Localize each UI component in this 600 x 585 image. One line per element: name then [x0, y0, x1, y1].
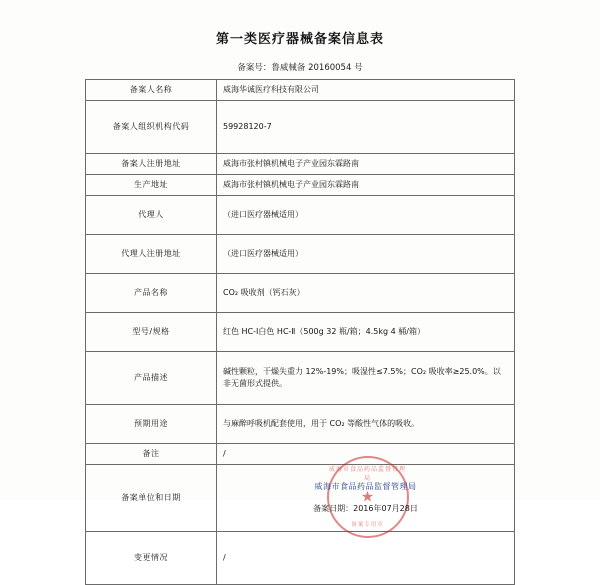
- table-row: [86, 101, 515, 154]
- table-row: [86, 154, 515, 175]
- table-row: [86, 274, 515, 313]
- official-seal-icon: [327, 456, 409, 538]
- row-label: 代理人注册地址: [86, 235, 217, 274]
- issuing-organization: 威海市食品药品监督管理局: [314, 482, 417, 491]
- row-label: 备案单位和日期: [86, 465, 217, 532]
- row-label: 备注: [86, 444, 217, 465]
- row-value: 威海市张村镇机械电子产业园东霖路南: [217, 175, 515, 196]
- table-row: [86, 235, 515, 274]
- date-day: 28: [399, 504, 410, 513]
- table-row-change: [86, 532, 515, 585]
- row-value: /: [217, 532, 515, 585]
- seal-star-icon: ★: [360, 487, 375, 506]
- row-label: 产品描述: [86, 352, 217, 405]
- row-label: 生产地址: [86, 175, 217, 196]
- page-title: 第一类医疗器械备案信息表: [215, 32, 384, 47]
- row-value: 59928120-7: [217, 101, 515, 154]
- row-label: 备案人注册地址: [86, 154, 217, 175]
- row-value: 碱性颗粒，干燥失重力 12%-19%；吸湿性≤7.5%；CO₂ 吸收率≥25.0%。以非无菌形式提供。: [217, 352, 515, 405]
- table-row: [86, 444, 515, 465]
- seal-bottom-text: 备案专用章: [351, 521, 384, 528]
- row-label: 备案人组织机构代码: [86, 101, 217, 154]
- table-row: [86, 405, 515, 444]
- record-number: 备案号：鲁威械备 20160054 号: [237, 63, 363, 73]
- row-value: （进口医疗器械适用）: [217, 196, 515, 235]
- seal-top-text: 威海市食品药品监督管理局: [328, 466, 406, 482]
- table-row: [86, 196, 515, 235]
- row-value: 红色 HC-I白色 HC-Ⅱ（500g 32 瓶/箱；4.5kg 4 桶/箱）: [217, 313, 515, 352]
- date-month-unit: 月: [391, 504, 400, 513]
- row-label: 型号/规格: [86, 313, 217, 352]
- row-value: 威海华诚医疗科技有限公司: [217, 80, 515, 101]
- row-value: CO₂ 吸收剂（钙石灰）: [217, 274, 515, 313]
- row-value: （进口医疗器械适用）: [217, 235, 515, 274]
- table-row: [86, 80, 515, 101]
- approval-cell: [217, 465, 515, 532]
- date-month: 07: [381, 504, 392, 513]
- table-row: [86, 352, 515, 405]
- date-year-unit: 年: [373, 504, 382, 513]
- row-value: 威海市张村镇机械电子产业园东霖路南: [217, 154, 515, 175]
- row-value: /: [217, 444, 515, 465]
- row-label: 变更情况: [86, 532, 217, 585]
- row-value: 与麻醉呼吸机配套使用，用于 CO₂ 等酸性气体的吸收。: [217, 405, 515, 444]
- row-label: 预期用途: [86, 405, 217, 444]
- date-prefix: 备案日期：: [313, 504, 354, 513]
- record-info-table: [85, 79, 515, 585]
- table-row-footer: [86, 465, 515, 532]
- date-day-unit: 日: [409, 504, 418, 513]
- row-label: 产品名称: [86, 274, 217, 313]
- record-date: [223, 503, 508, 515]
- row-label: 代理人: [86, 196, 217, 235]
- date-year: 2016: [353, 504, 374, 513]
- table-row: [86, 175, 515, 196]
- row-label: 备案人名称: [86, 80, 217, 101]
- table-row: [86, 313, 515, 352]
